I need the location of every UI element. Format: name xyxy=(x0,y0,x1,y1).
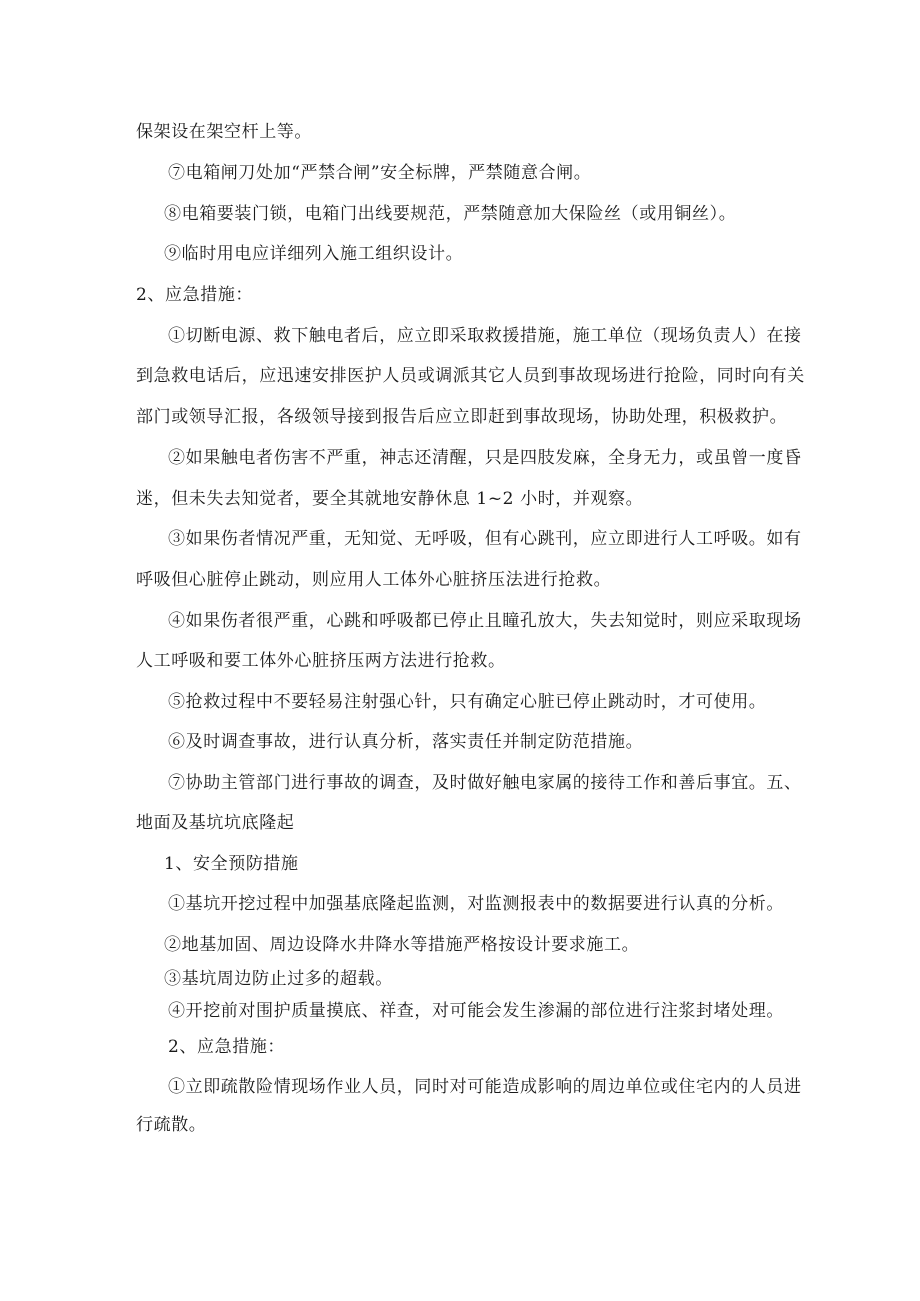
text-line: 部门或领导汇报，各级领导接到报告后应立即赶到事故现场，协助处理，积极救护。 xyxy=(136,407,788,427)
text-line: ⑧电箱要装门锁，电箱门出线要规范，严禁随意加大保险丝（或用铜丝）。 xyxy=(164,204,737,224)
text-line: ⑥及时调查事故，进行认真分析，落实责任并制定防范措施。 xyxy=(168,732,644,752)
text-line: 呼吸但心脏停止跳动，则应用人工体外心脏挤压法进行抢救。 xyxy=(136,570,612,590)
text-line: ④如果伤者很严重，心跳和呼吸都已停止且瞳孔放大，失去知觉时，则应采取现场 xyxy=(168,611,802,631)
text-line: ④开挖前对围护质量摸底、祥查，对可能会发生渗漏的部位进行注浆封堵处理。 xyxy=(168,1001,784,1021)
text-line: ①立即疏散险情现场作业人员，同时对可能造成影响的周边单位或住宅内的人员进 xyxy=(168,1077,802,1097)
text-line: 行疏散。 xyxy=(136,1115,207,1135)
text-line: 迷，但未失去知觉者，要全其就地安静休息 1~2 小时，并观察。 xyxy=(136,489,644,509)
text-line: 地面及基坑坑底隆起 xyxy=(136,813,295,833)
text-line: 保架设在架空杆上等。 xyxy=(136,122,312,142)
text-line: 到急救电话后，应迅速安排医护人员或调派其它人员到事故现场进行抢险，同时向有关 xyxy=(136,366,805,386)
section-heading: 1、安全预防措施 xyxy=(164,854,299,874)
text-line: ②地基加固、周边设降水井降水等措施严格按设计要求施工。 xyxy=(164,935,640,955)
text-line: ⑤抢救过程中不要轻易注射强心针，只有确定心脏已停止跳动时，才可使用。 xyxy=(168,692,767,712)
section-heading: 2、应急措施： xyxy=(168,1037,286,1057)
text-line: ①基坑开挖过程中加强基底隆起监测，对监测报表中的数据要进行认真的分析。 xyxy=(168,894,784,914)
text-line: 人工呼吸和要工体外心脏挤压两方法进行抢救。 xyxy=(136,651,506,671)
text-line: ③如果伤者情况严重，无知觉、无呼吸，但有心跳刊，应立即进行人工呼吸。如有 xyxy=(168,529,802,549)
text-line: ⑦协助主管部门进行事故的调查，及时做好触电家属的接待工作和善后事宜。五、 xyxy=(168,773,802,793)
text-line: ②如果触电者伤害不严重，神志还清醒，只是四肢发麻，全身无力，或虽曾一度昏 xyxy=(168,448,802,468)
text-line: ⑦电箱闸刀处加“严禁合闸”安全标牌，严禁随意合闸。 xyxy=(168,163,592,183)
text-line: ①切断电源、救下触电者后，应立即采取救援措施，施工单位（现场负责人）在接 xyxy=(168,326,802,346)
section-heading: 2、应急措施： xyxy=(136,285,254,305)
text-line: ⑨临时用电应详细列入施工组织设计。 xyxy=(164,244,464,264)
text-line: ③基坑周边防止过多的超载。 xyxy=(164,969,393,989)
